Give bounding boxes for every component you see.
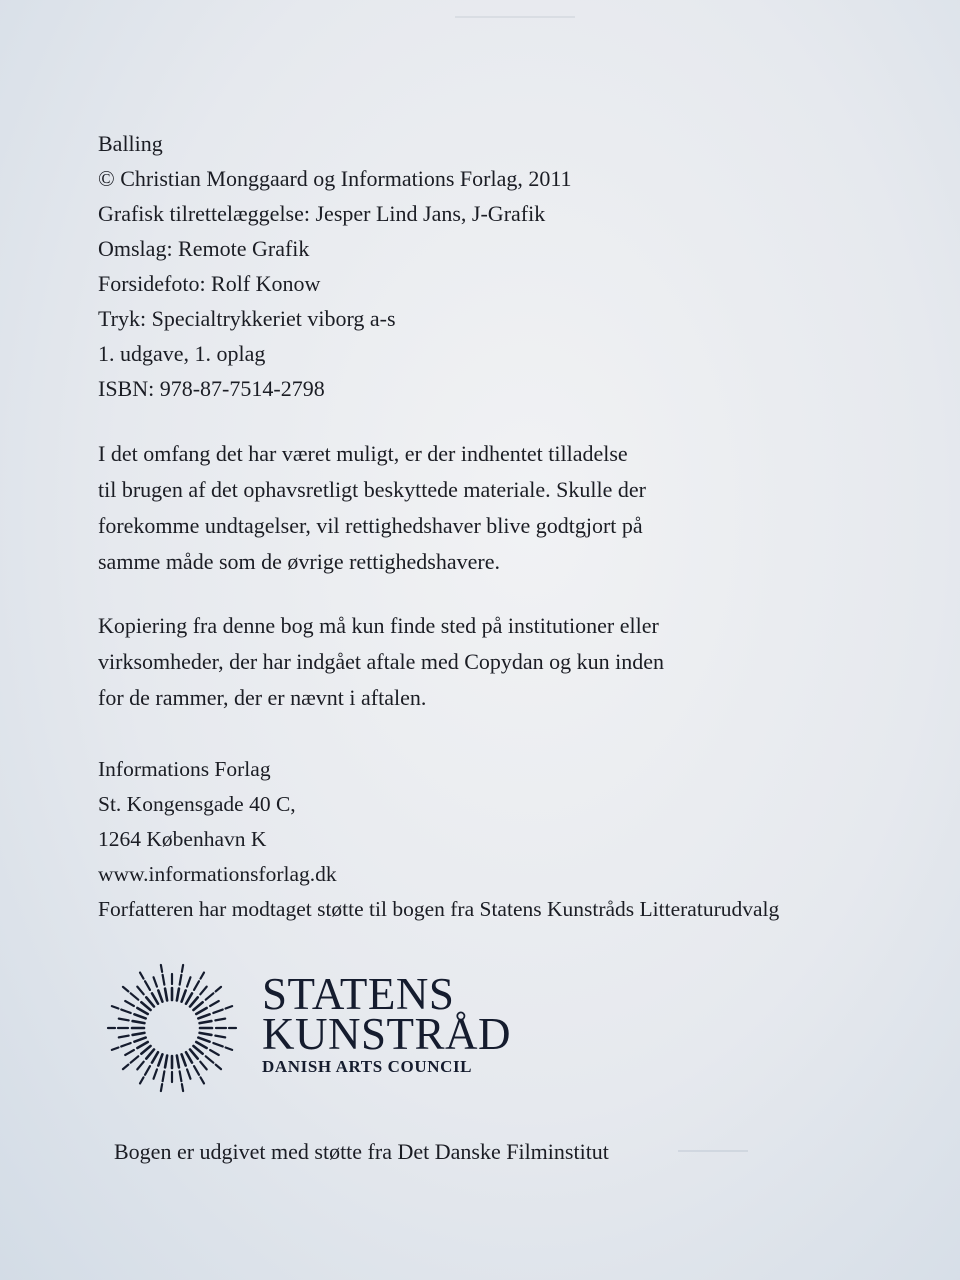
sunburst-ray	[198, 1014, 209, 1018]
copyright-line: © Christian Monggaard og Informations Forlag, 2011	[98, 166, 572, 191]
publisher-street: St. Kongensgade 40 C,	[98, 792, 296, 816]
sunburst-ray	[196, 1042, 206, 1048]
sunburst-ray	[161, 965, 162, 972]
sunburst-ray	[215, 1019, 225, 1021]
sunburst-ray	[137, 1062, 143, 1070]
publisher-city: 1264 København K	[98, 827, 267, 851]
sunburst-ray	[190, 1049, 198, 1058]
sunburst-ray	[165, 1056, 167, 1068]
sunburst-ray	[112, 1006, 119, 1008]
show-through-text-bottom	[678, 1128, 748, 1152]
sunburst-ray	[200, 1021, 212, 1023]
sunburst-ray	[163, 975, 165, 985]
permissions-paragraph	[98, 436, 898, 580]
publisher-block	[98, 752, 898, 927]
sunburst-ray	[200, 1062, 206, 1070]
publisher-name: Informations Forlag	[98, 757, 271, 781]
sunburst-ray	[152, 1052, 158, 1062]
sunburst-ray	[216, 987, 221, 991]
edition-line: 1. udgave, 1. oplag	[98, 341, 266, 366]
sunburst-ray	[213, 1010, 222, 1013]
sunburst-icon	[104, 962, 244, 1102]
sunburst-ray	[121, 1010, 130, 1013]
paragraph-line: I det omfang det har været muligt, er der indhentet tilladelse	[98, 441, 628, 466]
sunburst-ray	[210, 1001, 219, 1006]
sunburst-ray	[158, 1054, 162, 1065]
sunburst-ray	[131, 993, 139, 999]
sunburst-ray	[180, 975, 182, 985]
colophon-block	[98, 126, 898, 406]
statens-kunstraad-logo	[104, 962, 584, 1102]
cover-photo-line: Forsidefoto: Rolf Konow	[98, 271, 321, 296]
sunburst-ray	[154, 977, 157, 986]
author-support-line: Forfatteren har modtaget støtte til bogen fra Statens Kunstråds Litteraturudvalg	[98, 897, 780, 921]
sunburst-ray	[187, 977, 190, 986]
sunburst-ray	[194, 1066, 199, 1075]
logo-line-danish-arts-council: DANISH ARTS COUNCIL	[262, 1057, 473, 1076]
sunburst-ray	[131, 1056, 139, 1062]
sunburst-ray	[226, 1006, 233, 1008]
sunburst-ray	[141, 1002, 150, 1010]
sunburst-ray	[193, 1046, 202, 1054]
sunburst-ray	[177, 989, 179, 1001]
sunburst-ray	[194, 981, 199, 990]
paragraph-line: virksomheder, der har indgået aftale med Copydan og kun inden	[98, 649, 665, 674]
sunburst-ray	[145, 1066, 150, 1075]
sunburst-ray	[180, 1071, 182, 1081]
sunburst-ray	[210, 1050, 219, 1055]
sunburst-ray	[182, 990, 186, 1001]
logo-line-statens: STATENS	[262, 969, 455, 1019]
sunburst-ray	[200, 1033, 212, 1035]
sunburst-ray	[137, 1042, 147, 1048]
sunburst-ray	[177, 1056, 179, 1068]
sunburst-ray	[200, 987, 206, 995]
sunburst-ray	[125, 1050, 134, 1055]
sunburst-ray	[193, 1002, 202, 1010]
sunburst-ray	[133, 1033, 145, 1035]
cover-line: Omslag: Remote Grafik	[98, 236, 310, 261]
logo-wordmark	[262, 969, 512, 1078]
sunburst-ray	[206, 1056, 214, 1062]
sunburst-ray	[186, 993, 192, 1003]
sunburst-ray	[182, 1084, 183, 1091]
publisher-website: www.informationsforlag.dk	[98, 862, 337, 886]
paragraph-line: til brugen af det ophavsretligt beskyttede materiale. Skulle der	[98, 477, 646, 502]
sunburst-ray	[158, 990, 162, 1001]
sunburst-ray	[182, 1054, 186, 1065]
sunburst-ray	[119, 1019, 129, 1021]
sunburst-ray	[137, 1008, 147, 1014]
sunburst-ray	[152, 993, 158, 1003]
paragraph-line: for de rammer, der er nævnt i aftalen.	[98, 685, 427, 710]
sunburst-ray	[134, 1038, 145, 1042]
logo-line-kunstraad: KUNSTRÅD	[262, 1009, 512, 1059]
sunburst-ray	[190, 997, 198, 1006]
copying-paragraph	[98, 608, 898, 716]
sunburst-ray	[125, 1001, 134, 1006]
sunburst-ray	[196, 1008, 206, 1014]
sunburst-ray	[146, 997, 154, 1006]
sunburst-ray	[154, 1069, 157, 1078]
sunburst-ray	[226, 1047, 233, 1049]
sunburst-ray	[206, 993, 214, 999]
paragraph-line: forekomme undtagelser, vil rettighedshaver blive godtgjort på	[98, 513, 643, 538]
sunburst-ray	[140, 973, 144, 979]
film-institute-support-line: Bogen er udgivet med støtte fra Det Danske Filminstitut	[114, 1139, 609, 1164]
book-title: Balling	[98, 131, 163, 156]
sunburst-ray	[216, 1065, 221, 1069]
sunburst-ray	[198, 1038, 209, 1042]
sunburst-ray	[163, 1071, 165, 1081]
sunburst-ray	[134, 1014, 145, 1018]
show-through-text-top	[455, 0, 575, 18]
sunburst-ray	[141, 1046, 150, 1054]
sunburst-ray	[161, 1084, 162, 1091]
sunburst-ray	[121, 1043, 130, 1046]
sunburst-ray	[213, 1043, 222, 1046]
sunburst-ray	[201, 973, 205, 979]
sunburst-ray	[145, 981, 150, 990]
sunburst-ray	[146, 1049, 154, 1058]
graphic-design-line: Grafisk tilrettelæggelse: Jesper Lind Jans, J-Grafik	[98, 201, 546, 226]
sunburst-ray	[182, 965, 183, 972]
paragraph-line: samme måde som de øvrige rettighedshavere.	[98, 549, 500, 574]
sunburst-ray	[133, 1021, 145, 1023]
printer-line: Tryk: Specialtrykkeriet viborg a-s	[98, 306, 396, 331]
sunburst-ray	[112, 1047, 119, 1049]
sunburst-ray	[137, 987, 143, 995]
sunburst-ray	[123, 987, 128, 991]
sunburst-ray	[186, 1052, 192, 1062]
sunburst-ray	[140, 1077, 144, 1083]
sunburst-ray	[119, 1036, 129, 1038]
sunburst-ray	[215, 1036, 225, 1038]
sunburst-ray	[187, 1069, 190, 1078]
isbn-line: ISBN: 978-87-7514-2798	[98, 376, 325, 401]
sunburst-ray	[201, 1077, 205, 1083]
sunburst-ray	[165, 989, 167, 1001]
paragraph-line: Kopiering fra denne bog må kun finde sted på institutioner eller	[98, 613, 659, 638]
sunburst-ray	[123, 1065, 128, 1069]
